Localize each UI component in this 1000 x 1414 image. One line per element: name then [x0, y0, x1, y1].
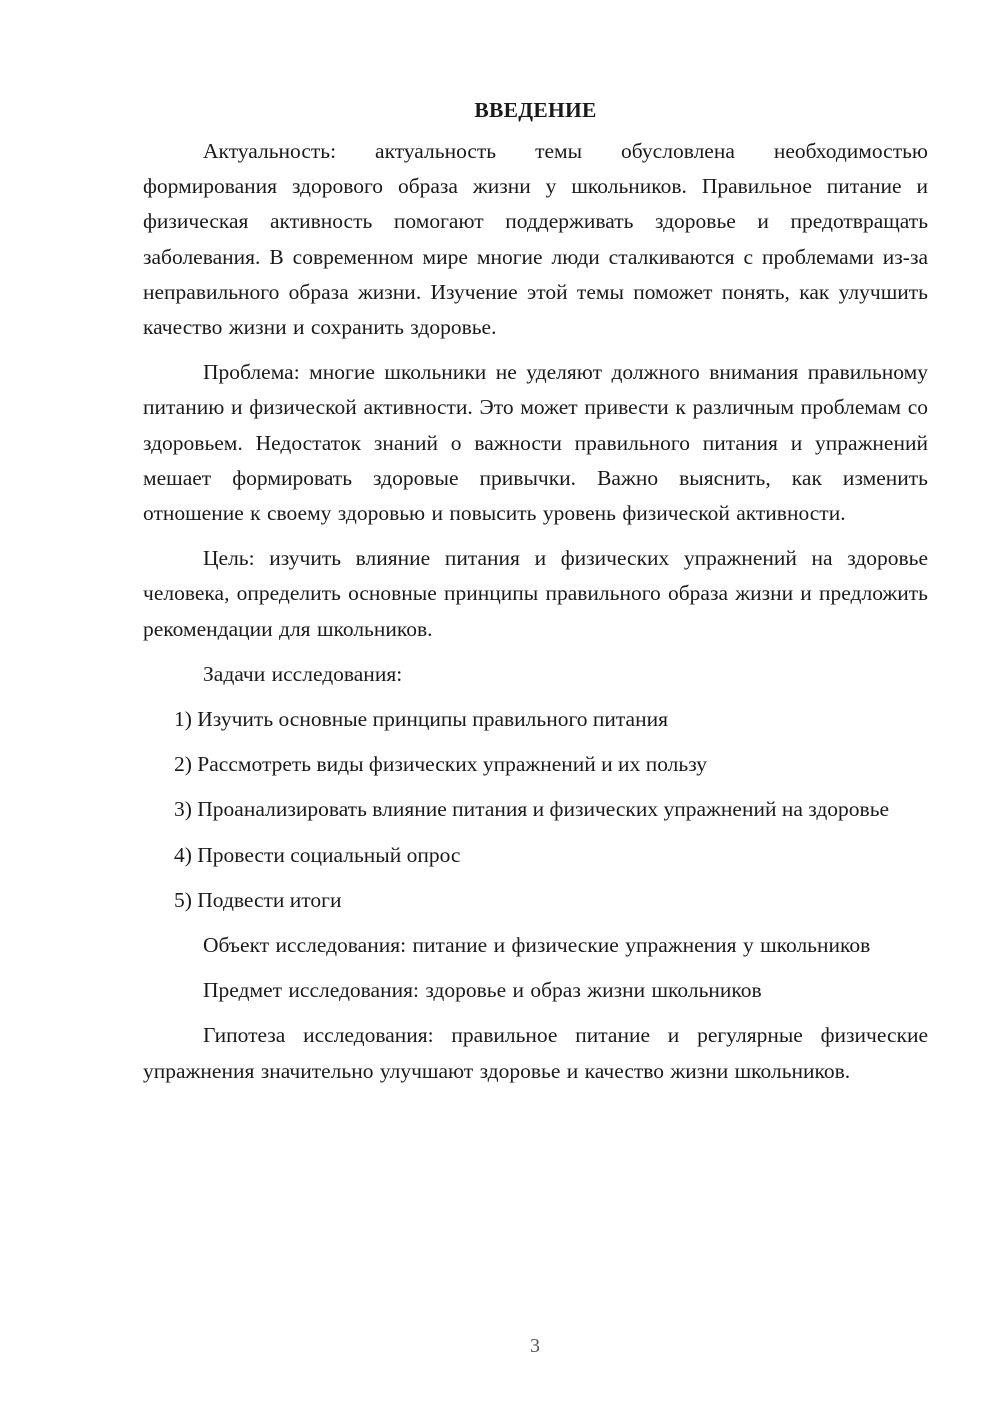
task-item-5: 5) Подвести итоги [174, 887, 342, 912]
task-item-4: 4) Провести социальный опрос [174, 842, 461, 867]
subject-paragraph: Предмет исследования: здоровье и образ жизни школьников [203, 978, 762, 1003]
goal-paragraph: Цель: изучить влияние питания и физических упражнений на здоровье человека, определить основные принципы правильного образа жизни и предложить рекомендации для школьников. [143, 546, 928, 641]
hypothesis-paragraph: Гипотеза исследования: правильное питание и регулярные физические упражнения значительно улучшают здоровье и качество жизни школьников. [143, 1023, 928, 1083]
section-heading: ВВЕДЕНИЕ [474, 98, 597, 122]
problem-paragraph: Проблема: многие школьники не уделяют должного внимания правильному питанию и физической активности. Это может привести к различным проблемам со здоровьем. Недостаток знаний о важности правильного питания и упражнений мешает формировать здоровые привычки. Важно выяснить, как изменить отношение к своему здоровью и повысить уровень физической активности. [143, 360, 928, 526]
document-body [143, 92, 928, 1089]
task-item-3: 3) Проанализировать влияние питания и физических упражнений на здоровье [174, 797, 890, 822]
relevance-paragraph: Актуальность: актуальность темы обусловлена необходимостью формирования здорового образа жизни у школьников. Правильное питание и физическая активность помогают поддерживать здоровье и предотвращать заболевания. В современном мире многие люди сталкиваются с проблемами из-за неправильного образа жизни. Изучение этой темы поможет понять, как улучшить качество жизни и сохранить здоровье. [143, 139, 928, 340]
tasks-heading: Задачи исследования: [203, 661, 403, 686]
page-number: 3 [530, 1335, 540, 1357]
task-item-1: 1) Изучить основные принципы правильного питания [174, 707, 668, 732]
task-item-2: 2) Рассмотреть виды физических упражнений и их пользу [174, 752, 707, 777]
object-paragraph: Объект исследования: питание и физические упражнения у школьников [203, 933, 871, 958]
